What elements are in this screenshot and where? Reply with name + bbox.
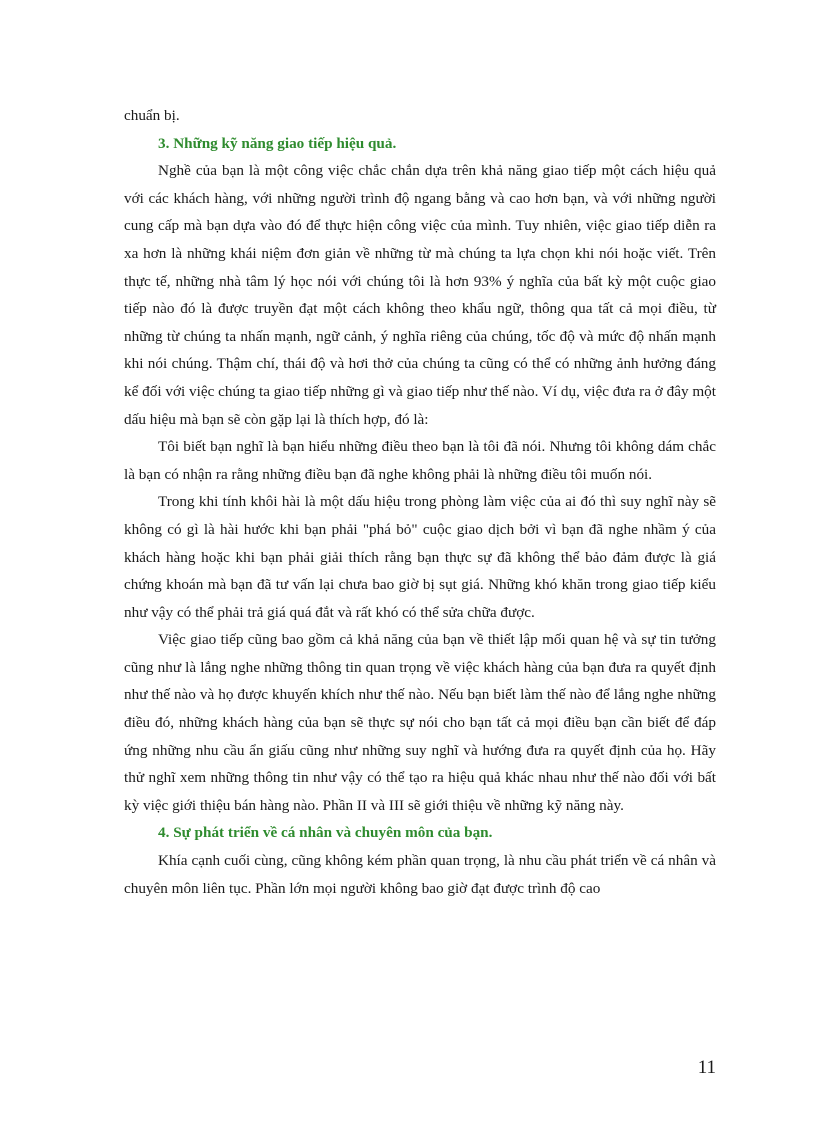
page-number: 11 [697, 1057, 716, 1078]
paragraph-communication-intro: Nghề của bạn là một công việc chắc chắn dựa trên khả năng giao tiếp một cách hiệu quả với các khách hàng, với những người trình độ ngang bằng và cao hơn bạn, và với những người cung cấp mà bạn dựa vào đó để thực hiện công việc của mình. Tuy nhiên, việc giao tiếp diễn ra xa hơn là những khái niệm đơn giản về những từ mà chúng ta lựa chọn khi nói hoặc viết. Trên thực tế, những nhà tâm lý học nói với chúng tôi là hơn 93% ý nghĩa của bất kỳ một cuộc giao tiếp nào đó là được truyền đạt một cách không theo khẩu ngữ, thông qua tất cả mọi điều, từ những từ chúng ta nhấn mạnh, ngữ cảnh, ý nghĩa riêng của chúng, tốc độ và mức độ nhấn mạnh khi nói chúng. Thậm chí, thái độ và hơi thở của chúng ta cũng có thể có những ảnh hưởng đáng kể đối với việc chúng ta giao tiếp những gì và giao tiếp như thế nào. Ví dụ, việc đưa ra ở đây một dấu hiệu mà bạn sẽ còn gặp lại là thích hợp, đó là: [124, 162, 716, 428]
paragraph-humor: Trong khi tính khôi hài là một dấu hiệu trong phòng làm việc của ai đó thì suy nghĩ này sẽ không có gì là hài hước khi bạn phải "phá bỏ" cuộc giao dịch bởi vì bạn đã nghe nhầm ý của khách hàng hoặc khi bạn phải giải thích rằng bạn thực sự đã không thể bảo đảm được là giá chứng khoán mà bạn đã tư vấn lại chưa bao giờ bị sụt giá. Những khó khăn trong giao tiếp kiểu như vậy có thể phải trả giá quá đắt và rất khó có thể sửa chữa được. [124, 493, 716, 621]
paragraph-continuation: chuẩn bị. [124, 107, 180, 124]
paragraph-development: Khía cạnh cuối cùng, cũng không kém phần quan trọng, là nhu cầu phát triển về cá nhân và chuyên môn liên tục. Phần lớn mọi người không bao giờ đạt được trình độ cao [124, 852, 716, 897]
paragraph-quote: Tôi biết bạn nghĩ là bạn hiểu những điều theo bạn là tôi đã nói. Nhưng tôi không dám chắc là bạn có nhận ra rằng những điều bạn đã nghe không phải là những điều tôi muốn nói. [124, 438, 716, 483]
paragraph-listening: Việc giao tiếp cũng bao gồm cả khả năng của bạn về thiết lập mối quan hệ và sự tin tưởng cũng như là lắng nghe những thông tin quan trọng về việc khách hàng của bạn đưa ra quyết định như thế nào và họ được khuyến khích như thế nào. Nếu bạn biết làm thế nào để lắng nghe những điều đó, những khách hàng của bạn sẽ thực sự nói cho bạn tất cả mọi điều bạn cần biết để đáp ứng những nhu cầu ẩn giấu cũng như những suy nghĩ và hướng đưa ra quyết định của họ. Hãy thử nghĩ xem những thông tin như vậy có thể tạo ra hiệu quả khác nhau như thế nào đối với bất kỳ việc giới thiệu bán hàng nào. Phần II và III sẽ giới thiệu về những kỹ năng này. [124, 631, 716, 814]
section-heading-4: 4. Sự phát triển về cá nhân và chuyên môn của bạn. [158, 824, 493, 842]
section-heading-3: 3. Những kỹ năng giao tiếp hiệu quả. [158, 134, 397, 152]
document-page [124, 102, 716, 902]
